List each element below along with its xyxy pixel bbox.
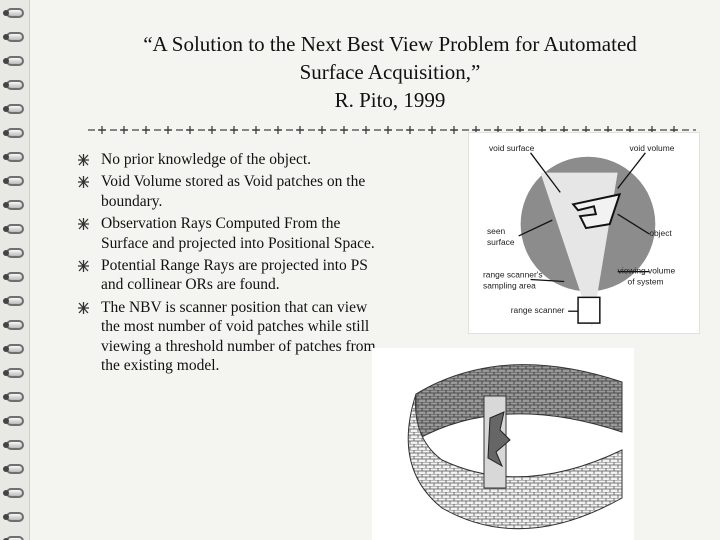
label-viewing-line-1: viewing volume (617, 265, 676, 276)
range-scanner-box (578, 297, 600, 323)
spiral-hole (3, 250, 9, 256)
divider-cross (98, 126, 106, 134)
spiral-hole (3, 346, 9, 352)
spiral-binding (0, 0, 30, 540)
spiral-hole (3, 322, 9, 328)
label-sampling-line-2: sampling area (483, 280, 536, 291)
spiral-hole (3, 178, 9, 184)
spiral-hole (3, 466, 9, 472)
divider-cross (340, 126, 348, 134)
spiral-hole (3, 394, 9, 400)
spiral-hole (3, 34, 9, 40)
snowflake-bullet-icon (78, 154, 89, 166)
bullet-item (78, 298, 378, 376)
object-detail (488, 412, 510, 466)
divider-cross (252, 126, 260, 134)
spiral-hole (3, 490, 9, 496)
divider-cross (318, 126, 326, 134)
bullet-list (78, 150, 378, 378)
divider-cross (120, 126, 128, 134)
divider-cross (406, 126, 414, 134)
spiral-hole (3, 298, 9, 304)
spiral-hole (3, 442, 9, 448)
spiral-hole (3, 274, 9, 280)
bullet-item (78, 150, 378, 169)
spiral-hole (3, 154, 9, 160)
snowflake-bullet-icon (78, 218, 89, 230)
title-line-1: “A Solution to the Next Best View Problem for Automated (143, 32, 637, 56)
bullet-item (78, 214, 378, 253)
slide-title (60, 30, 720, 114)
spiral-hole (3, 82, 9, 88)
label-surface: surface (486, 236, 515, 247)
bullet-text: Potential Range Rays are projected into PS and collinear ORs are found. (101, 257, 368, 294)
divider-cross (208, 126, 216, 134)
positional-space-render (372, 348, 634, 540)
divider-cross (428, 126, 436, 134)
spiral-hole (3, 226, 9, 232)
spiral-hole (3, 370, 9, 376)
divider-cross (186, 126, 194, 134)
spiral-hole (3, 130, 9, 136)
divider-cross (230, 126, 238, 134)
label-void-surface: void surface (488, 142, 535, 153)
divider-cross (362, 126, 370, 134)
title-line-2: Surface Acquisition,” (299, 60, 481, 84)
bullet-text: Void Volume stored as Void patches on the boundary. (101, 173, 366, 210)
snowflake-bullet-icon (78, 176, 89, 188)
label-sampling-line-1: range scanner's (483, 269, 543, 280)
spiral-hole (3, 418, 9, 424)
bullet-text: No prior knowledge of the object. (101, 151, 312, 168)
nbv-diagram (468, 132, 700, 334)
title-line-3: R. Pito, 1999 (334, 88, 446, 112)
snowflake-bullet-icon (78, 302, 89, 314)
snowflake-bullet-icon (78, 260, 89, 272)
spiral-hole (3, 106, 9, 112)
divider-cross (450, 126, 458, 134)
bullet-text: The NBV is scanner position that can view the most number of void patches while still viewing a threshold number of patches from the existing model. (101, 298, 376, 375)
bullet-item (78, 172, 378, 211)
bullet-item (78, 256, 378, 295)
spiral-hole (3, 202, 9, 208)
bullet-text: Observation Rays Computed From the Surface and projected into Positional Space. (101, 215, 375, 252)
label-seen: seen (486, 225, 506, 236)
divider-cross (384, 126, 392, 134)
label-object: object (649, 227, 672, 238)
label-void-volume: void volume (629, 142, 675, 153)
label-range-scanner: range scanner (510, 305, 565, 316)
cylinder-back-wall (416, 365, 622, 440)
spiral-hole (3, 58, 9, 64)
divider-cross (274, 126, 282, 134)
spiral-hole (3, 514, 9, 520)
label-viewing-line-2: of system (627, 276, 664, 287)
spiral-hole (3, 10, 9, 16)
divider-cross (164, 126, 172, 134)
divider-cross (142, 126, 150, 134)
divider-cross (296, 126, 304, 134)
